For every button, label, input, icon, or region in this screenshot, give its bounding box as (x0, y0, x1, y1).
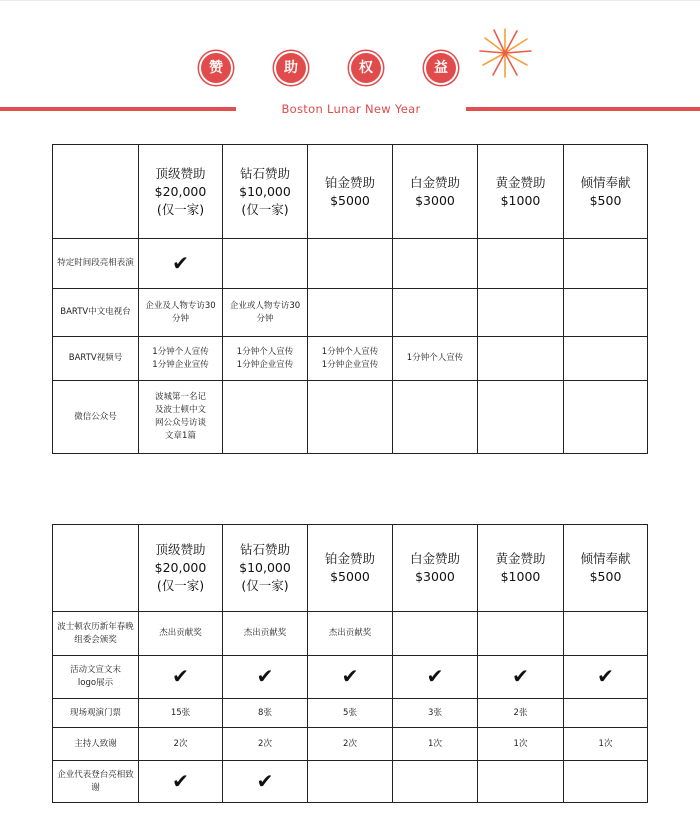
tier-header (393, 145, 478, 239)
corner-cell (53, 525, 139, 612)
tier-header (223, 145, 308, 239)
tier-name: 铂金赞助 (324, 174, 375, 190)
check-icon: ✔ (172, 664, 189, 688)
benefit-cell: 企业及人物专访30分钟 (139, 289, 223, 337)
check-icon: ✔ (172, 768, 189, 793)
row-label: BARTV中文电视台 (53, 289, 139, 337)
benefit-cell (478, 239, 564, 289)
tier-header (393, 525, 478, 612)
title-char-2: 助 (276, 53, 306, 83)
benefit-cell: 杰出贡献奖 (223, 612, 308, 656)
tier-header (139, 525, 223, 612)
check-icon: ✔ (256, 664, 274, 688)
benefit-cell (564, 699, 648, 728)
benefit-cell: 1次 (564, 728, 648, 761)
subtitle: Boston Lunar New Year (281, 102, 421, 116)
tier-name: 顶级赞助 (155, 165, 206, 181)
tier-header (478, 525, 564, 612)
benefit-cell: 1分钟个人宣传 1分钟企业宣传 (139, 337, 223, 381)
table-row (53, 728, 648, 761)
table-row (53, 239, 648, 289)
benefits-table-2 (52, 524, 648, 803)
firework-icon (477, 25, 533, 81)
check-icon (223, 656, 308, 699)
row-label: 企业代表登台亮相致谢 (53, 761, 139, 803)
tier-name: 倾情奉献 (580, 551, 631, 566)
row-label: 波士顿农历新年春晚组委会颁奖 (53, 612, 139, 656)
tier-name: 钻石赞助 (239, 165, 290, 181)
check-icon: ✔ (597, 664, 614, 688)
tier-note: (仅一家) (241, 578, 289, 593)
top-divider (0, 0, 700, 1)
benefit-cell: 1次 (478, 728, 564, 761)
benefit-cell (223, 381, 308, 454)
benefit-cell (393, 239, 478, 289)
benefit-cell: 杰出贡献奖 (308, 612, 393, 656)
benefit-cell: 3张 (393, 699, 478, 728)
check-icon (478, 656, 564, 699)
corner-cell (53, 145, 139, 239)
benefit-cell (308, 289, 393, 337)
tier-price: $5000 (330, 192, 370, 208)
benefit-cell (564, 239, 648, 289)
tier-note: (仅一家) (241, 201, 289, 217)
title-circles (0, 53, 700, 89)
tier-header (223, 525, 308, 612)
benefit-cell (564, 289, 648, 337)
tier-header (308, 525, 393, 612)
tier-note: (仅一家) (156, 578, 205, 593)
check-icon: ✔ (341, 664, 359, 688)
row-label: 主持人致谢 (53, 728, 139, 761)
benefit-cell: 1次 (393, 728, 478, 761)
benefits-table-1 (52, 144, 648, 454)
table-row (53, 337, 648, 381)
tier-header (478, 145, 564, 239)
check-icon (139, 239, 223, 289)
benefit-cell (308, 761, 393, 803)
row-label: 微信公众号 (53, 381, 139, 454)
check-icon (139, 761, 223, 803)
tier-name: 黄金赞助 (495, 174, 546, 190)
benefit-cell (564, 761, 648, 803)
benefit-cell (478, 337, 564, 381)
tier-name: 钻石赞助 (239, 542, 290, 557)
tier-price: $20,000 (154, 560, 207, 575)
benefit-cell (564, 337, 648, 381)
table-row (53, 381, 648, 454)
table-row (53, 612, 648, 656)
tier-price: $10,000 (239, 183, 291, 199)
benefit-cell: 波城第一名记 及波士顿中文 网公众号访谈 文章1篇 (139, 381, 223, 454)
table-row (53, 761, 648, 803)
row-label: 现场观演门票 (53, 699, 139, 728)
title-char-4: 益 (426, 53, 456, 83)
tier-header (564, 145, 648, 239)
benefit-cell: 1分钟个人宣传 1分钟企业宣传 (223, 337, 308, 381)
check-icon (223, 761, 308, 803)
tier-name: 倾情奉献 (580, 174, 631, 190)
title-char-1: 赞 (201, 53, 231, 83)
benefit-cell: 5张 (308, 699, 393, 728)
benefit-cell: 1分钟个人宣传 (393, 337, 478, 381)
benefit-cell (478, 381, 564, 454)
benefit-cell (308, 239, 393, 289)
benefit-cell (564, 612, 648, 656)
benefit-cell: 2次 (308, 728, 393, 761)
check-icon: ✔ (256, 768, 274, 793)
tier-name: 白金赞助 (409, 551, 460, 566)
tier-price: $1000 (500, 569, 541, 584)
tier-note: (仅一家) (156, 201, 205, 217)
check-icon (308, 656, 393, 699)
page-header (0, 40, 700, 130)
benefit-cell: 15张 (139, 699, 223, 728)
benefit-cell (478, 289, 564, 337)
benefit-cell: 2次 (139, 728, 223, 761)
title-char-3: 权 (351, 53, 381, 83)
benefit-cell: 1分钟个人宣传 1分钟企业宣传 (308, 337, 393, 381)
tier-header (564, 525, 648, 612)
benefit-cell (393, 761, 478, 803)
check-icon: ✔ (512, 664, 529, 688)
tier-name: 黄金赞助 (495, 551, 546, 566)
benefit-cell: 8张 (223, 699, 308, 728)
tier-price: $500 (589, 569, 622, 584)
table-row (53, 289, 648, 337)
check-icon (393, 656, 478, 699)
tier-price: $5000 (330, 569, 370, 584)
table-row (53, 656, 648, 699)
row-label: BARTV视频号 (53, 337, 139, 381)
table-header-row (53, 525, 648, 612)
benefit-cell (393, 289, 478, 337)
tier-price: $10,000 (239, 560, 291, 575)
tier-name: 顶级赞助 (155, 542, 206, 557)
tier-price: $3000 (415, 569, 455, 584)
table-row (53, 699, 648, 728)
benefit-cell (393, 612, 478, 656)
benefit-cell (393, 381, 478, 454)
benefit-cell: 2次 (223, 728, 308, 761)
check-icon (564, 656, 648, 699)
benefit-cell (564, 381, 648, 454)
tier-name: 白金赞助 (409, 174, 460, 190)
benefit-cell (478, 761, 564, 803)
tier-name: 铂金赞助 (324, 551, 375, 566)
check-icon (139, 656, 223, 699)
header-bar-left (0, 107, 236, 111)
check-icon: ✔ (172, 250, 189, 275)
header-bar-right (466, 107, 700, 111)
tier-price: $20,000 (154, 183, 207, 199)
tier-price: $500 (589, 192, 622, 208)
tier-price: $1000 (500, 192, 541, 208)
table-header-row (53, 145, 648, 239)
tier-header (308, 145, 393, 239)
benefit-cell (308, 381, 393, 454)
benefit-cell: 2张 (478, 699, 564, 728)
check-icon: ✔ (426, 664, 444, 688)
tier-header (139, 145, 223, 239)
benefit-cell: 企业或人物专访30分钟 (223, 289, 308, 337)
benefit-cell (478, 612, 564, 656)
row-label: 特定时间段亮相表演 (53, 239, 139, 289)
row-label: 活动文宣文末 logo展示 (53, 656, 139, 699)
tier-price: $3000 (415, 192, 455, 208)
benefit-cell: 杰出贡献奖 (139, 612, 223, 656)
benefit-cell (223, 239, 308, 289)
